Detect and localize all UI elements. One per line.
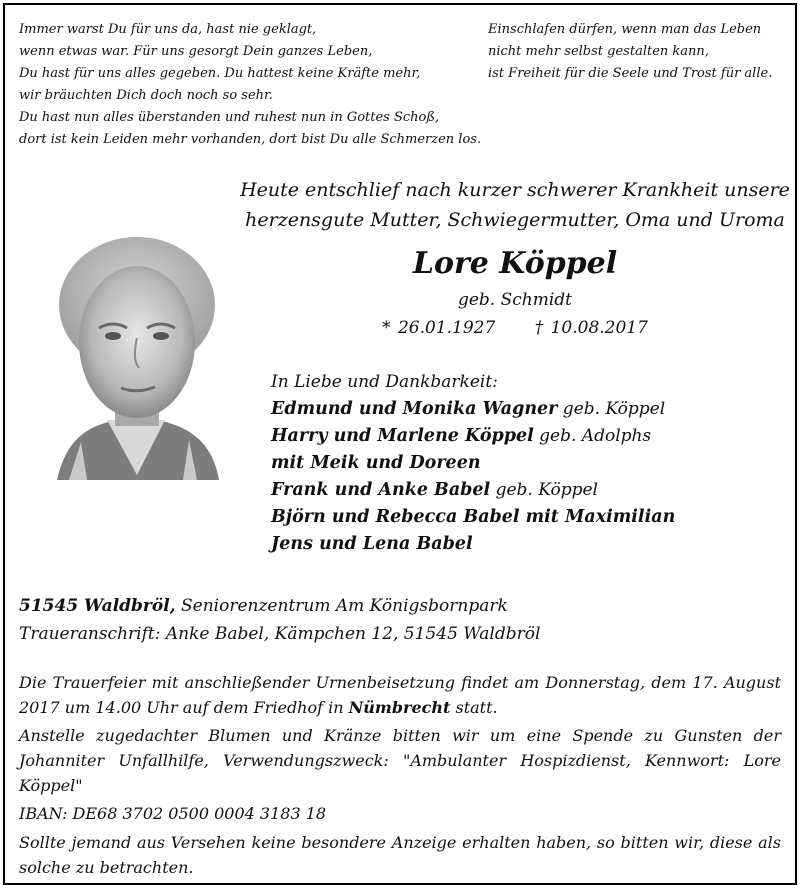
- mourners-list: [271, 369, 791, 558]
- mourner-row: [271, 450, 791, 477]
- iban-text: IBAN: DE68 3702 0500 0004 3183 18: [19, 804, 327, 823]
- poem-right: [488, 19, 788, 85]
- city: 51545 Waldbröl,: [19, 596, 176, 616]
- poem-line: Du hast nun alles überstanden und ruhest nun in Gottes Schoß,: [19, 110, 440, 125]
- mourner-row: [271, 531, 791, 558]
- mourner-row: [271, 504, 791, 531]
- death-date: † 10.08.2017: [534, 318, 648, 338]
- maiden-name: geb. Schmidt: [457, 290, 573, 310]
- poem-left: [19, 19, 489, 151]
- mourner-name: Frank und Anke Babel: [271, 480, 491, 500]
- mourning-address: Traueranschrift: Anke Babel, Kämpchen 12, 51545 Waldbröl: [19, 624, 541, 644]
- poem-line: Einschlafen dürfen, wenn man das Leben: [488, 22, 762, 37]
- birth-date: * 26.01.1927: [382, 318, 496, 338]
- intro-text: [240, 175, 790, 235]
- closing-text: Sollte jemand aus Versehen keine besondere Anzeige erhalten haben, so bitten wir, diese als solche zu betrachten.: [19, 833, 781, 877]
- mourner-name: Björn und Rebecca Babel mit Maximilian: [271, 507, 676, 527]
- mourner-name: Jens und Lena Babel: [271, 534, 473, 554]
- intro-line: herzensgute Mutter, Schwiegermutter, Oma und Uroma: [245, 209, 785, 231]
- portrait-photo: [47, 230, 225, 480]
- mourner-row: [271, 423, 791, 450]
- info-block: [19, 670, 781, 883]
- mourner-row: [271, 396, 791, 423]
- poem-line: nicht mehr selbst gestalten kann,: [488, 44, 709, 59]
- place: Seniorenzentrum Am Königsbornpark: [175, 596, 508, 616]
- ceremony-post: statt.: [450, 698, 498, 717]
- mourner-suffix: geb. Köppel: [557, 399, 666, 419]
- deceased-name: Lore Köppel: [412, 246, 618, 281]
- poem-line: wenn etwas war. Für uns gesorgt Dein ganzes Leben,: [19, 44, 373, 59]
- mourner-suffix: geb. Köppel: [490, 480, 598, 500]
- poem-line: ist Freiheit für die Seele und Trost für alle.: [488, 66, 773, 81]
- mourner-name: Harry und Marlene Köppel: [271, 426, 534, 446]
- poem-line: dort ist kein Leiden mehr vorhanden, dort bist Du alle Schmerzen los.: [19, 132, 482, 147]
- ceremony-place: Nümbrecht: [348, 698, 451, 717]
- intro-line: Heute entschlief nach kurzer schwerer Krankheit unsere: [240, 179, 790, 201]
- donation-text: Anstelle zugedachter Blumen und Kränze bitten wir um eine Spende zu Gunsten der Johanniter Unfallhilfe, Verwendungszweck: "Ambulanter Hospizdienst, Kennwort: Lore Köppel": [19, 726, 781, 795]
- mourner-name: mit Meik und Doreen: [271, 453, 481, 473]
- mourners-heading: In Liebe und Dankbarkeit:: [271, 372, 498, 392]
- location-block: [19, 592, 779, 648]
- poem-line: Immer warst Du für uns da, hast nie geklagt,: [19, 22, 317, 37]
- poem-line: wir bräuchten Dich doch noch so sehr.: [19, 88, 273, 103]
- mourner-suffix: geb. Adolphs: [533, 426, 652, 446]
- ceremony-pre: Die Trauerfeier mit anschließender Urnenbeisetzung findet am Donnerstag, dem 17. August 2017 um 14.00 Uhr auf dem Friedhof in: [19, 673, 781, 717]
- ceremony-text: [19, 670, 781, 720]
- portrait-image: [47, 230, 225, 480]
- mourner-row: [271, 477, 791, 504]
- poem-line: Du hast für uns alles gegeben. Du hattest keine Kräfte mehr,: [19, 66, 421, 81]
- mourner-name: Edmund und Monika Wagner: [271, 399, 558, 419]
- life-dates: [260, 315, 770, 341]
- location-line: [19, 592, 779, 620]
